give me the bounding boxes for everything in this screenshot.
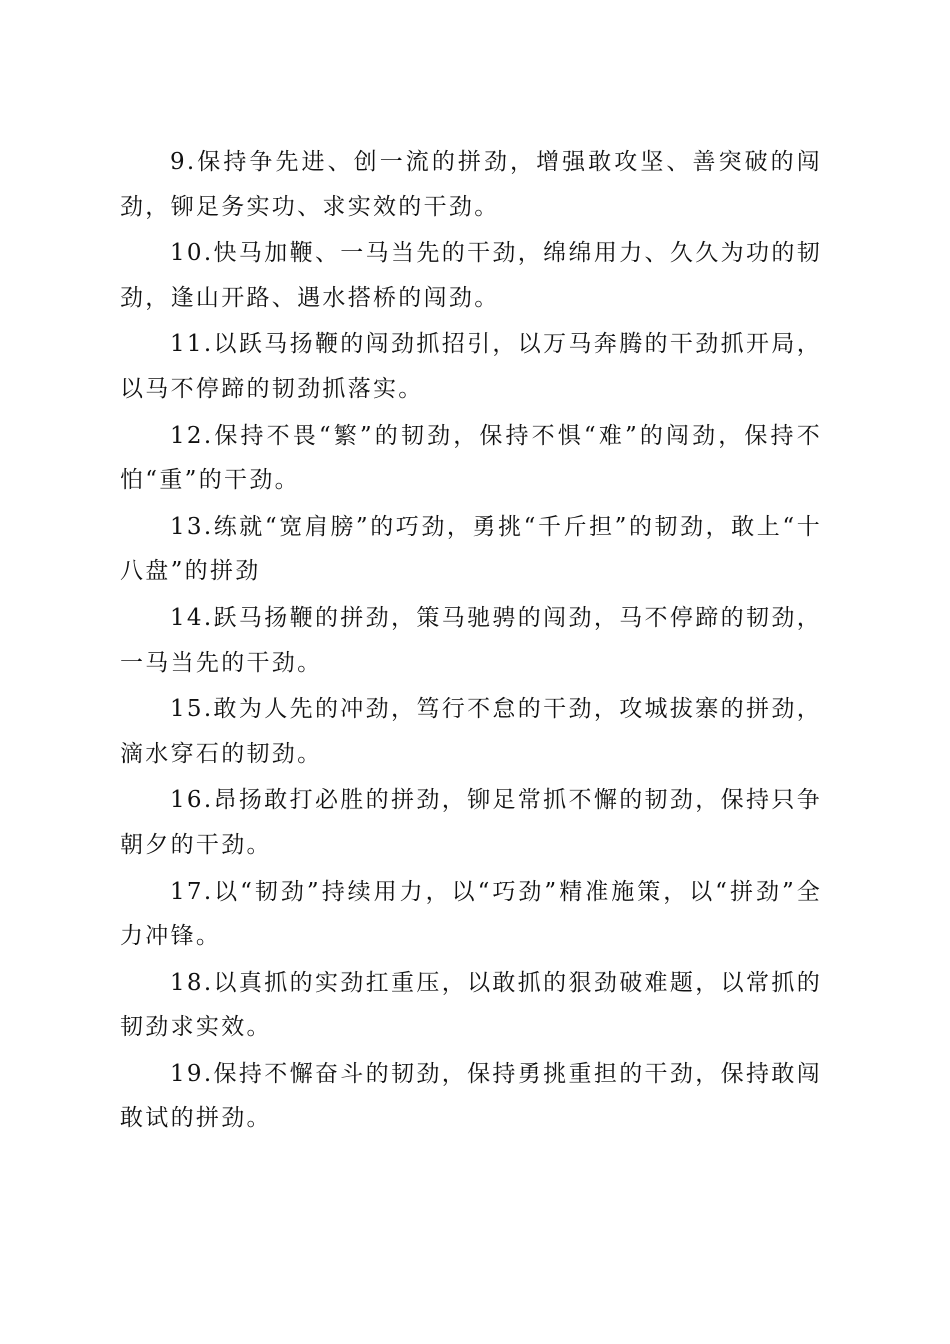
list-item: 14.跃马扬鞭的拼劲，策马驰骋的闯劲，马不停蹄的韧劲，一马当先的干劲。 xyxy=(120,604,822,676)
document-body xyxy=(120,140,822,1143)
list-item: 13.练就“宽肩膀”的巧劲，勇挑“千斤担”的韧劲，敢上“十八盘”的拼劲 xyxy=(120,513,822,585)
list-item: 19.保持不懈奋斗的韧劲，保持勇挑重担的干劲，保持敢闯敢试的拼劲。 xyxy=(120,1060,822,1132)
list-item: 9.保持争先进、创一流的拼劲，增强敢攻坚、善突破的闯劲，铆足务实功、求实效的干劲。 xyxy=(120,149,822,220)
list-item: 10.快马加鞭、一马当先的干劲，绵绵用力、久久为功的韧劲，逢山开路、遇水搭桥的闯劲。 xyxy=(120,240,822,311)
list-item: 12.保持不畏“繁”的韧劲，保持不惧“难”的闯劲，保持不怕“重”的干劲。 xyxy=(120,422,822,494)
list-item: 17.以“韧劲”持续用力，以“巧劲”精准施策，以“拼劲”全力冲锋。 xyxy=(120,878,822,950)
list-item: 11.以跃马扬鞭的闯劲抓招引，以万马奔腾的干劲抓开局，以马不停蹄的韧劲抓落实。 xyxy=(120,331,822,402)
list-item: 16.昂扬敢打必胜的拼劲，铆足常抓不懈的韧劲，保持只争朝夕的干劲。 xyxy=(120,787,822,858)
list-item: 18.以真抓的实劲扛重压，以敢抓的狠劲破难题，以常抓的韧劲求实效。 xyxy=(120,969,822,1041)
list-item: 15.敢为人先的冲劲，笃行不怠的干劲，攻城拔寨的拼劲，滴水穿石的韧劲。 xyxy=(120,696,822,767)
